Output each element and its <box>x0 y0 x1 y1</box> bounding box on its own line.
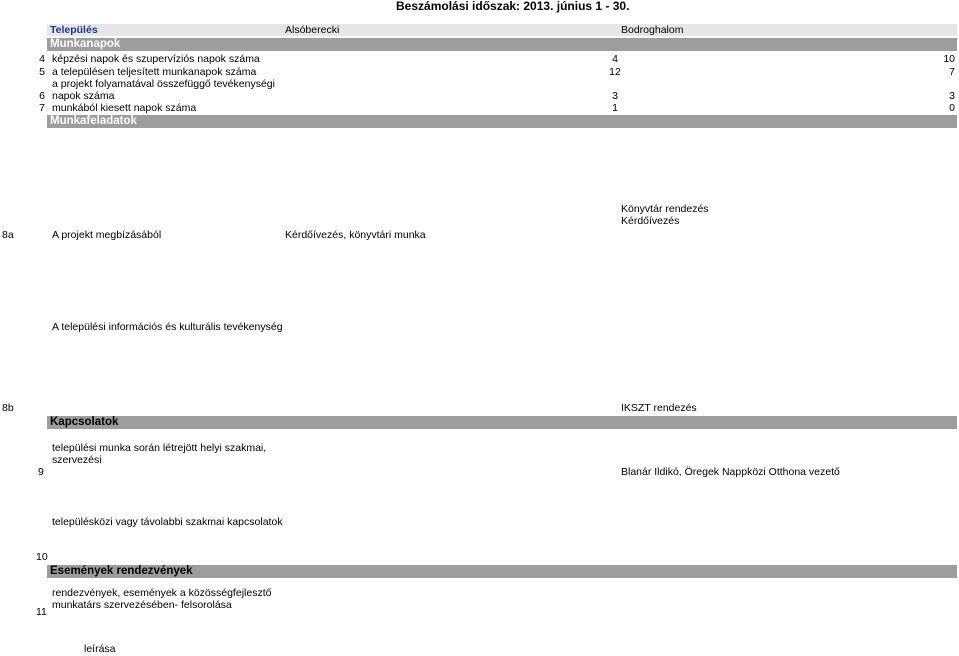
row-num: 7 <box>39 102 45 114</box>
row-value-bodroghalom: 7 <box>949 66 955 78</box>
row-value-alsoberecki: 1 <box>612 102 618 114</box>
row-value-bodroghalom: 10 <box>943 53 955 65</box>
row-num: 6 <box>39 90 45 102</box>
report-title: Beszámolási időszak: 2013. június 1 - 30. <box>396 0 630 13</box>
row-value-alsoberecki: 12 <box>609 66 621 78</box>
row10-label: településközi vagy távolabbi szakmai kapcsolatok <box>52 516 283 528</box>
section-munkafeladatok-label: Munkafeladatok <box>50 115 137 127</box>
row-label: napok száma <box>52 90 115 102</box>
row-label: munkából kiesett napok száma <box>52 102 197 114</box>
section-esemenyek-label: Események rendezvények <box>50 565 193 577</box>
row-label: képzési napok és szupervíziós napok száma <box>52 53 260 65</box>
row-value-alsoberecki: 4 <box>612 53 618 65</box>
row11-label-line2: munkatárs szervezésében- felsorolása <box>52 599 232 611</box>
section-munkanapok-label: Munkanapok <box>50 38 121 50</box>
row-label: a projekt folyamatával összefüggő tevékenységi <box>52 78 275 90</box>
section-munkafeladatok <box>47 115 957 128</box>
row8a-label: A projekt megbízásából <box>52 229 162 241</box>
row-num: 5 <box>39 66 45 78</box>
row9-col3: Blanár Ildikó, Öregek Nappközi Otthona vezető <box>621 466 840 478</box>
row11-label-line1: rendezvények, események a közösségfejlesztő <box>52 587 272 599</box>
row8b-num: 8b <box>2 402 14 414</box>
row8a-col2: Kérdőívezés, könyvtári munka <box>285 229 426 241</box>
row9-num: 9 <box>38 466 44 478</box>
row-value-bodroghalom: 0 <box>949 102 955 114</box>
row10-num: 10 <box>36 551 48 563</box>
section-kapcsolatok-label: Kapcsolatok <box>50 416 119 428</box>
row11-num: 11 <box>36 606 47 618</box>
header-col-bodroghalom: Bodroghalom <box>621 24 684 36</box>
row8a-num: 8a <box>2 229 14 241</box>
row-value-alsoberecki: 3 <box>612 90 618 102</box>
row-value-bodroghalom: 3 <box>949 90 955 102</box>
row8a-sub-label: A települési információs és kulturális tevékenység <box>52 321 283 333</box>
section-munkanapok <box>47 38 957 51</box>
row8b-col3: IKSZT rendezés <box>621 402 697 414</box>
row9-label-line1: települési munka során létrejött helyi szakmai, <box>52 442 267 454</box>
header-col-alsoberecki: Alsóberecki <box>285 24 340 36</box>
header-row <box>47 24 957 36</box>
section-esemenyek <box>47 565 957 578</box>
row9-label-line2: szervezési <box>52 454 102 466</box>
header-col-telepules: Település <box>50 24 98 36</box>
row8a-col3-line2: Kérdőívezés <box>621 215 680 227</box>
row-label: a településen teljesített munkanapok száma <box>52 66 257 78</box>
row-num: 4 <box>39 53 45 65</box>
row8a-col3-line1: Könyvtár rendezés <box>621 203 709 215</box>
footer-text: leírása <box>84 643 116 655</box>
section-kapcsolatok <box>47 416 957 429</box>
